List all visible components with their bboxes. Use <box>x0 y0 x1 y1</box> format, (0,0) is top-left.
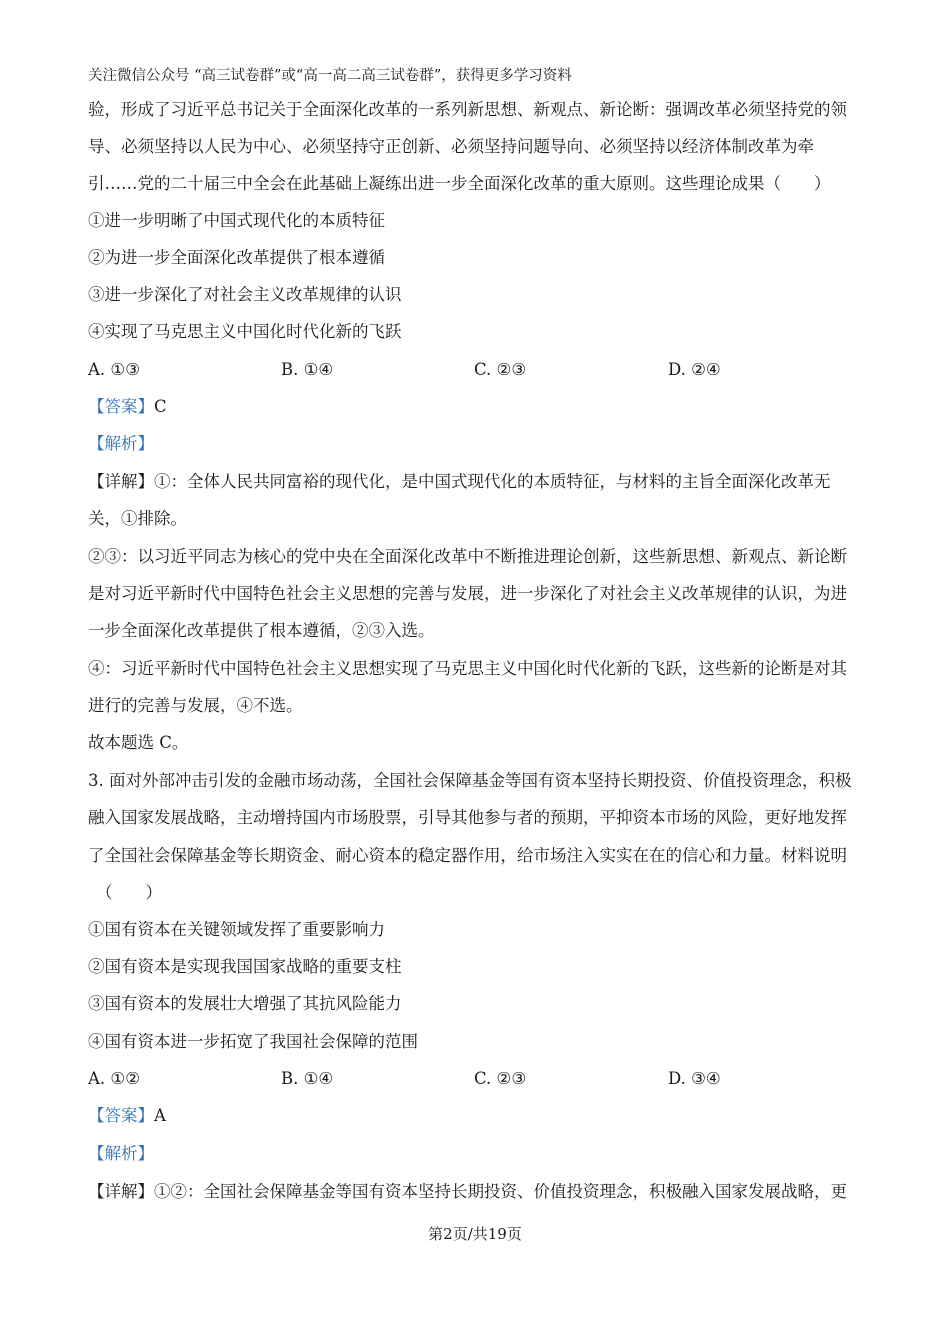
q2-detail-line-2: 关，①排除。 <box>88 509 187 528</box>
q2-detail-tag: 【详解】 <box>88 472 154 491</box>
q3-option-c: C. ②③ <box>474 1069 527 1088</box>
q3-detail-tag: 【详解】 <box>88 1182 154 1201</box>
q2-detail-line-6: ④：习近平新时代中国特色社会主义思想实现了马克思主义中国化时代化新的飞跃，这些新的论断是对其 <box>88 659 847 678</box>
q3-answer-value: A <box>154 1106 166 1125</box>
q2-item-3: ③进一步深化了对社会主义改革规律的认识 <box>88 285 402 304</box>
q2-option-c: C. ②③ <box>474 360 527 379</box>
q2-item-4: ④实现了马克思主义中国化时代化新的飞跃 <box>88 322 402 341</box>
q2-detail-line-3: ②③：以习近平同志为核心的党中央在全面深化改革中不断推进理论创新，这些新思想、新观点、新论断 <box>88 547 847 566</box>
q2-detail-text-1: ①：全体人民共同富裕的现代化，是中国式现代化的本质特征，与材料的主旨全面深化改革无 <box>154 472 831 491</box>
q2-option-d: D. ②④ <box>668 360 721 379</box>
q2-detail-line-5: 一步全面深化改革提供了根本遵循，②③入选。 <box>88 621 435 640</box>
q2-item-1: ①进一步明晰了中国式现代化的本质特征 <box>88 211 385 230</box>
q2-stem-line-3: 引……党的二十届三中全会在此基础上凝练出进一步全面深化改革的重大原则。这些理论成果（ ） <box>88 174 831 193</box>
q3-option-b: B. ①④ <box>281 1069 334 1088</box>
q2-answer-tag: 【答案】 <box>88 397 154 416</box>
q3-item-3: ③国有资本的发展壮大增强了其抗风险能力 <box>88 994 402 1013</box>
q2-option-a: A. ①③ <box>88 360 140 379</box>
q3-option-d: D. ③④ <box>668 1069 721 1088</box>
q2-answer-value: C <box>154 397 167 416</box>
q3-stem-line-1: 3. 面对外部冲击引发的金融市场动荡，全国社会保障基金等国有资本坚持长期投资、价值投资理念，积极 <box>88 771 852 790</box>
q2-conclusion: 故本题选 C。 <box>88 733 189 752</box>
header-note: 关注微信公众号 “高三试卷群”或“高一高二高三试卷群”，获得更多学习资料 <box>88 68 572 84</box>
q3-stem-line-3: 了全国社会保障基金等长期资金、耐心资本的稳定器作用，给市场注入实实在在的信心和力量。材料说明 <box>88 846 847 865</box>
q3-analysis-tag <box>88 1142 154 1166</box>
q2-stem-line-2: 导、必须坚持以人民为中心、必须坚持守正创新、必须坚持问题导向、必须坚持以经济体制改革为牵 <box>88 137 814 156</box>
q2-detail-line-7: 进行的完善与发展，④不选。 <box>88 696 303 715</box>
q3-stem-line-4: （ ） <box>96 883 162 902</box>
q2-answer <box>88 395 167 419</box>
q2-option-b: B. ①④ <box>281 360 334 379</box>
page-number: 第2页/共19页 <box>428 1225 522 1243</box>
q2-item-2: ②为进一步全面深化改革提供了根本遵循 <box>88 248 385 267</box>
q3-stem-line-2: 融入国家发展战略，主动增持国内市场股票，引导其他参与者的预期，平抑资本市场的风险，更好地发挥 <box>88 808 847 827</box>
q3-item-2: ②国有资本是实现我国国家战略的重要支柱 <box>88 957 402 976</box>
q3-option-a: A. ①② <box>88 1069 140 1088</box>
q2-analysis-label: 【解析】 <box>88 434 154 453</box>
q2-analysis-tag <box>88 432 154 456</box>
q2-detail-line-4: 是对习近平新时代中国特色社会主义思想的完善与发展，进一步深化了对社会主义改革规律的认识，为进 <box>88 584 847 603</box>
q2-detail-line-1 <box>88 470 831 494</box>
q3-detail-text-1: ①②：全国社会保障基金等国有资本坚持长期投资、价值投资理念，积极融入国家发展战略，更 <box>154 1182 847 1201</box>
q3-item-4: ④国有资本进一步拓宽了我国社会保障的范围 <box>88 1032 418 1051</box>
q3-detail-line-1 <box>88 1180 847 1204</box>
q3-analysis-label: 【解析】 <box>88 1144 154 1163</box>
q3-answer <box>88 1104 166 1128</box>
q3-answer-tag: 【答案】 <box>88 1106 154 1125</box>
q2-stem-line-1: 验，形成了习近平总书记关于全面深化改革的一系列新思想、新观点、新论断：强调改革必须坚持党的领 <box>88 100 847 119</box>
q3-item-1: ①国有资本在关键领域发挥了重要影响力 <box>88 920 385 939</box>
